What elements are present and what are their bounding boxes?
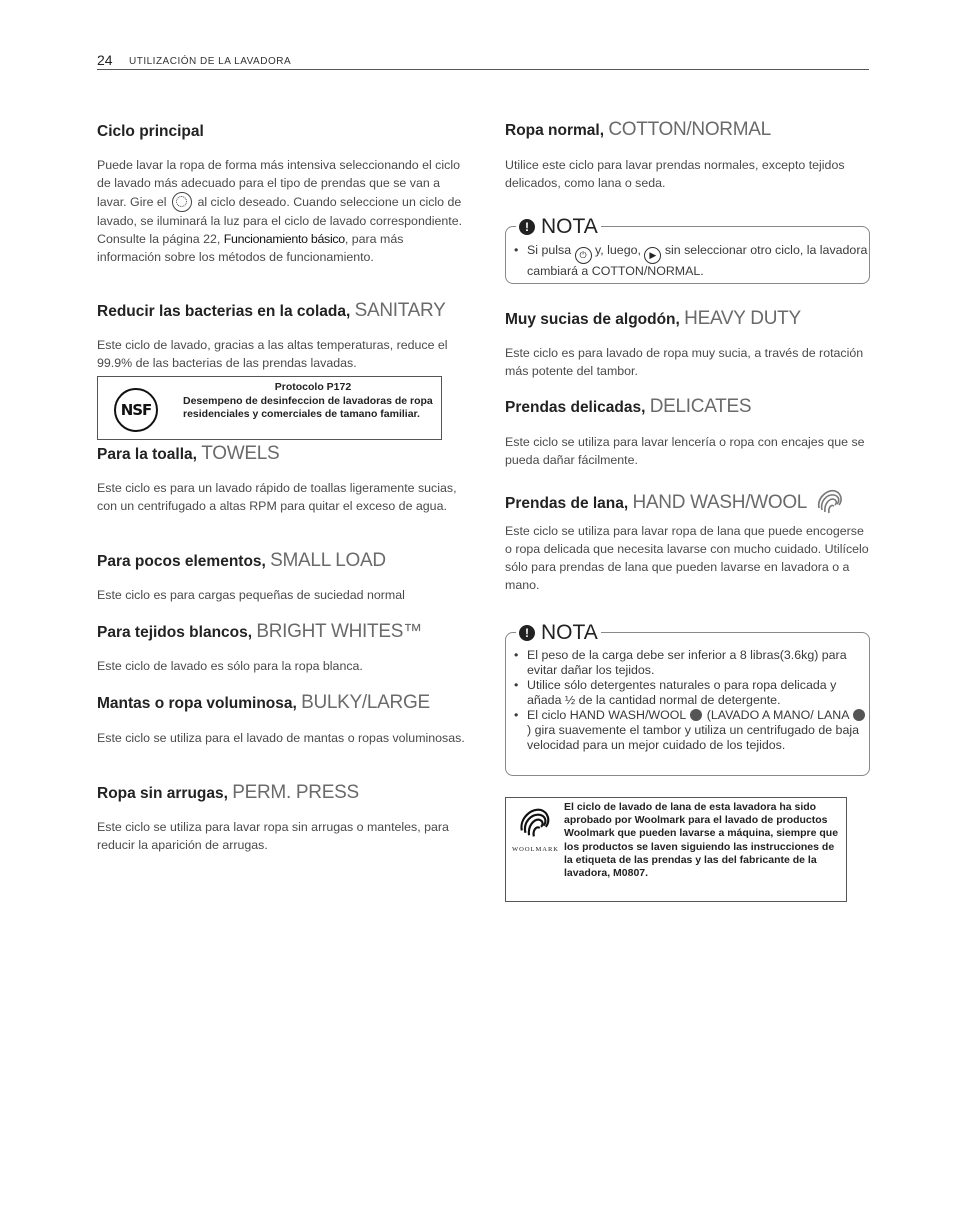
bright-whites-cycle-name: BRIGHT WHITES™ (256, 621, 422, 642)
delicates-heading: Prendas delicadas, DELICATES (505, 396, 752, 417)
cotton-text: Utilice este ciclo para lavar prendas normales, excepto tejidos delicados, como lana o seda. (505, 158, 845, 190)
woolmark-icon (815, 486, 845, 516)
wool-text: Este ciclo se utiliza para lavar ropa de lana que puede encogerse o ropa delicada que necesita lavarse con mucho cuidado. Utilícelo sólo para prendas de lana que pueden lavarse en lavadora o a mano. (505, 524, 869, 592)
woolmark-text: El ciclo de lavado de lana de esta lavadora ha sido aprobado por Woolmark para el lavado de productos Woolmark que pueden lavarse a máquina, siempre que los productos se laven siguiendo las instrucciones de la etiqueta de las prendas y las del fabricante de la lavadora, M0807. (564, 801, 839, 880)
note-2-item-1: • El peso de la carga debe ser inferior a 8 libras(3.6kg) para evitar dañar los tejidos. (527, 648, 869, 678)
note-title-2: ! NOTA (516, 621, 601, 645)
perm-press-text: Este ciclo se utiliza para lavar ropa sin arrugas o manteles, para reducir la aparición de arrugas. (97, 820, 449, 852)
note-box-1 (505, 215, 870, 284)
cotton-cycle-name: COTTON/NORMAL (608, 119, 771, 140)
bright-whites-heading: Para tejidos blancos, BRIGHT WHITES™ (97, 621, 422, 642)
reference-link: Funcionamiento básico (223, 232, 345, 246)
towels-text: Este ciclo es para un lavado rápido de toallas ligeramente sucias, con un centrifugado a altas RPM para quitar el exceso de agua. (97, 481, 457, 513)
perm-press-heading: Ropa sin arrugas, PERM. PRESS (97, 782, 359, 803)
sanitary-heading: Reducir las bacterias en la colada, SANITARY (97, 300, 446, 321)
note-2-item-2: • Utilice sólo detergentes naturales o para ropa delicada y añada ½ de la cantidad normal de detergente. (527, 678, 869, 708)
heavy-duty-text: Este ciclo es para lavado de ropa muy sucia, a través de rotación más potente del tambor. (505, 346, 864, 378)
small-load-text: Este ciclo es para cargas pequeñas de suciedad normal (97, 588, 405, 602)
nsf-certification-box (97, 376, 442, 440)
bulky-heading: Mantas o ropa voluminosa, BULKY/LARGE (97, 692, 430, 713)
start-pause-button-icon: ▶ (644, 247, 661, 264)
towels-heading: Para la toalla, TOWELS (97, 443, 280, 464)
bright-whites-text: Este ciclo de lavado es sólo para la ropa blanca. (97, 659, 363, 673)
bulky-text: Este ciclo se utiliza para el lavado de mantas o ropas voluminosas. (97, 731, 465, 745)
wool-heading: Prendas de lana, HAND WASH/WOOL (505, 486, 845, 516)
perm-press-cycle-name: PERM. PRESS (232, 782, 359, 803)
small-load-cycle-name: SMALL LOAD (270, 550, 386, 571)
page-number: 24 (97, 52, 113, 68)
exclamation-icon: ! (519, 219, 535, 235)
nsf-text: Protocolo P172 Desempeno de desinfeccion de lavadoras de ropa residenciales y comerciales de tamano familiar. (183, 381, 433, 420)
towels-cycle-name: TOWELS (201, 443, 280, 464)
small-load-heading: Para pocos elementos, SMALL LOAD (97, 550, 386, 571)
note-2-item-3: • El ciclo HAND WASH/WOOL (LAVADO A MANO/ LANA ) gira suavemente el tambor y utiliza un centrifugado de baja velocidad para un mejor cuidado de los tejidos. (527, 708, 869, 753)
woolmark-logo-icon (517, 804, 553, 840)
nsf-logo: NSF (114, 388, 158, 432)
main-cycle-heading: Ciclo principal (97, 123, 204, 140)
woolmark-logo: WOOLMARK (512, 804, 558, 853)
note-box-2 (505, 621, 870, 776)
note-1-item: • Si pulsa ⏻ y, luego, ▶ sin seleccionar otro ciclo, la lavadora cambiará a COTTON/NORMAL. (527, 243, 869, 279)
bulky-cycle-name: BULKY/LARGE (301, 692, 430, 713)
woolmark-certification-box (505, 797, 847, 902)
main-cycle-text: Puede lavar la ropa de forma más intensiva seleccionando el ciclo de lavado más adecuado para el tipo de prendas que se van a lavar. Gire el al ciclo deseado. Cuando seleccione un ciclo de lavado, se iluminará la luz para el ciclo de lavado correspondiente. Consulte la página 22, Funcionamiento básico, para más información sobre los métodos de funcionamiento. (97, 158, 463, 264)
sanitary-cycle-name: SANITARY (354, 300, 446, 321)
heavy-duty-heading: Muy sucias de algodón, HEAVY DUTY (505, 308, 801, 329)
section-title: UTILIZACIÓN DE LA LAVADORA (129, 56, 292, 67)
wool-cycle-name: HAND WASH/WOOL (632, 492, 808, 513)
cotton-heading: Ropa normal, COTTON/NORMAL (505, 119, 771, 140)
delicates-cycle-name: DELICATES (649, 396, 752, 417)
delicates-text: Este ciclo se utiliza para lavar lencería o ropa con encajes que se pueda dañar fácilmente. (505, 435, 865, 467)
page-header (97, 52, 869, 70)
sanitary-text: Este ciclo de lavado, gracias a las altas temperaturas, reduce el 99.9% de las bacterias de las prendas lavadas. (97, 338, 448, 370)
note-title-1: ! NOTA (516, 215, 601, 239)
wool-cycle-icon (853, 709, 865, 721)
heavy-duty-cycle-name: HEAVY DUTY (684, 308, 801, 329)
power-button-icon: ⏻ (575, 247, 592, 264)
wool-cycle-icon (690, 709, 702, 721)
exclamation-icon: ! (519, 625, 535, 641)
cycle-knob-icon (172, 192, 192, 212)
